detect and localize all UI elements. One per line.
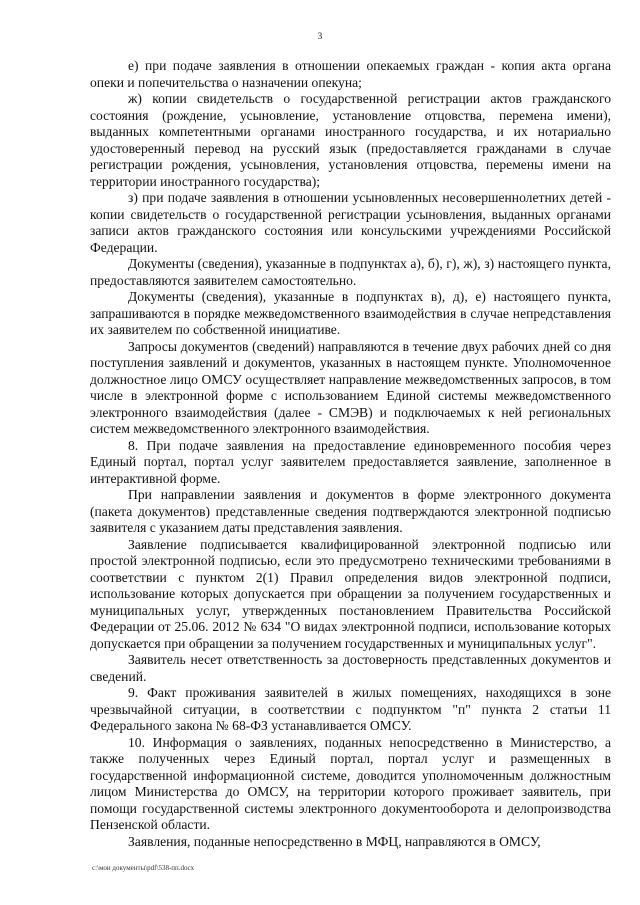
paragraph: Документы (сведения), указанные в подпунктах в), д), е) настоящего пункта, запрашиваются в порядке межведомственного взаимодействия в случае непредставления их заявителем по собственной инициативе.	[90, 289, 611, 337]
paragraph: ж) копии свидетельств о государственной регистрации актов гражданского состояния (рождение, усыновление, установление отцовства, перемена имени), выданных компетентными органами иностранного государства, и их нотариально удостоверенный перевод на русский язык (предоставляется гражданами в случае регистрации рождения, усыновления, установления отцовства, перемены имени на территории иностранного государства);	[90, 91, 611, 189]
paragraph: 8. При подаче заявления на предоставление единовременного пособия через Единый портал, портал услуг заявителем предоставляется заявление, заполненное в интерактивной форме.	[90, 437, 611, 486]
paragraph: Заявитель несет ответственность за достоверность представленных документов и сведений.	[90, 652, 611, 684]
paragraph: з) при подаче заявления в отношении усыновленных несовершеннолетних детей - копии свидетельств о государственной регистрации усыновления, выданных органами записи актов гражданского состояния или консульскими учреждениями Российской Федерации.	[90, 190, 611, 255]
paragraph: Заявление подписывается квалифицированной электронной подписью или простой электронной подписью, если это предусмотрено техническими требованиями в соответствии с пунктом 2(1) Правил определения видов электронной подписи, использование которых допускается при обращении за получением государственных и муниципальных услуг, утвержденных постановлением Правительства Российской Федерации от 25.06. 2012 № 634 "О видах электронной подписи, использование которых допускается при обращении за получением государственных и муниципальных услуг".	[90, 536, 611, 651]
paragraph: 9. Факт проживания заявителей в жилых помещениях, находящихся в зоне чрезвычайной ситуации, в соответствии с подпунктом "п" пункта 2 статьи 11 Федерального закона № 68-ФЗ устанавливается ОМСУ.	[90, 685, 611, 733]
paragraph: При направлении заявления и документов в форме электронного документа (пакета документов) представленные сведения подтверждаются электронной подписью заявителя с указанием даты представления заявления.	[90, 487, 611, 535]
footer-file-path: c:\мои документы\pdf\538-пп.docx	[92, 864, 195, 872]
paragraph: Заявления, поданные непосредственно в МФЦ, направляются в ОМСУ,	[128, 833, 541, 849]
paragraph: е) при подаче заявления в отношении опекаемых граждан - копия акта органа опеки и попечительства о назначении опекуна;	[90, 58, 611, 90]
paragraph: Запросы документов (сведений) направляются в течение двух рабочих дней со дня поступления заявлений и документов, указанных в настоящем пункте. Уполномоченное должностное лицо ОМСУ осуществляет направление межведомственных запросов, в том числе в электронной форме с использованием Единой системы межведомственного электронного взаимодействия (далее - СМЭВ) и подключаемых к ней региональных систем межведомственного электронного взаимодействия.	[90, 338, 611, 436]
paragraph: Документы (сведения), указанные в подпунктах а), б), г), ж), з) настоящего пункта, предоставляются заявителем самостоятельно.	[90, 256, 611, 288]
document-body	[90, 58, 611, 850]
page-number: 3	[317, 31, 323, 41]
paragraph: 10. Информация о заявлениях, поданных непосредственно в Министерство, а также полученных через Единый портал, портал услуг и размещенных в государственной информационной системе, доводится уполномоченным должностным лицом Министерства до ОМСУ, на территории которого проживает заявитель, при помощи государственной системы электронного документооборота и делопроизводства Пензенской области.	[90, 734, 611, 832]
